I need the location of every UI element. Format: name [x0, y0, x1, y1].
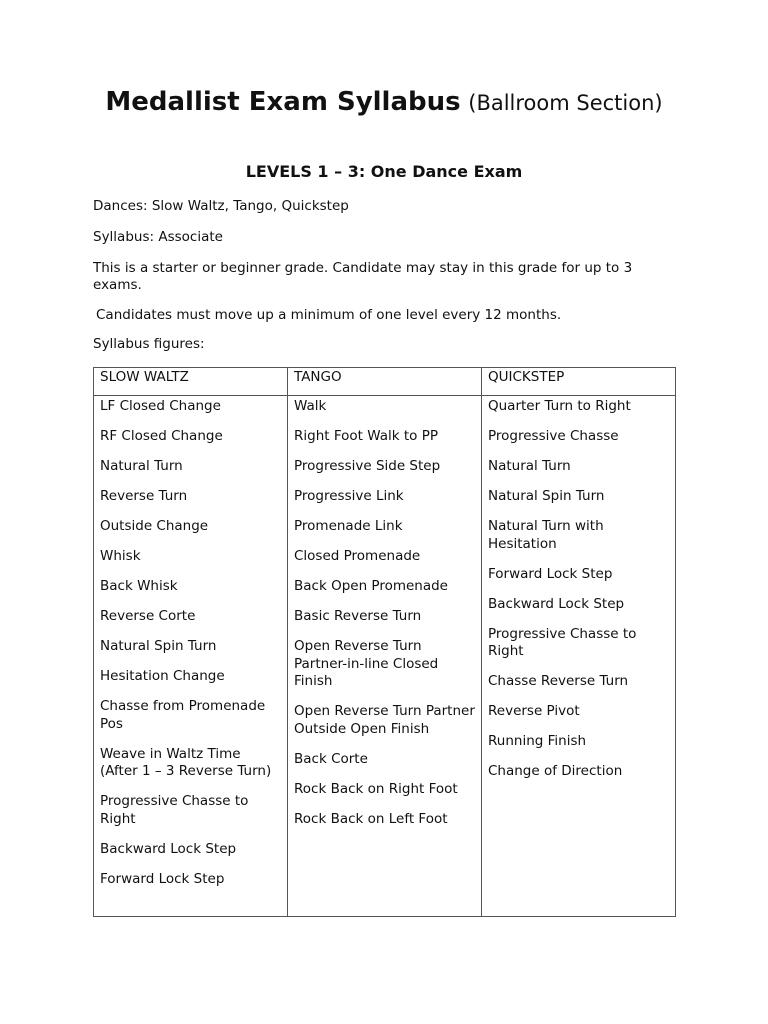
title-sub: (Ballroom Section) [468, 91, 663, 115]
table-header-row [94, 368, 676, 396]
figure-item: Progressive Link [294, 488, 404, 504]
figure-item: Progressive Chasse to Right [488, 625, 637, 659]
level-heading: LEVELS 1 – 3: One Dance Exam [245, 162, 523, 181]
title-main: Medallist Exam Syllabus [105, 87, 461, 117]
header-tango: TANGO [288, 368, 482, 396]
figure-item: Whisk [100, 548, 141, 564]
figures-label: Syllabus figures: [93, 336, 205, 352]
figure-item: LF Closed Change [100, 398, 221, 414]
dances-line: Dances: Slow Waltz, Tango, Quickstep [93, 198, 349, 214]
figure-item: Closed Promenade [294, 548, 421, 564]
figure-item: Basic Reverse Turn [294, 608, 422, 624]
quickstep-column [482, 396, 676, 917]
figure-item: Progressive Side Step [294, 458, 441, 474]
figure-item: Back Whisk [100, 578, 178, 594]
figure-item: Open Reverse Turn Partner-in-line Closed Finish [294, 638, 439, 689]
figure-item: Reverse Corte [100, 608, 196, 624]
figure-item: Chasse from Promenade Pos [100, 698, 266, 732]
figure-item: Forward Lock Step [488, 565, 613, 582]
slow-waltz-column [94, 396, 288, 917]
figure-item: Progressive Chasse to Right [100, 793, 249, 827]
move-up-note: Candidates must move up a minimum of one level every 12 months. [96, 307, 562, 323]
figure-item: Quarter Turn to Right [488, 398, 631, 414]
syllabus-figures-table [93, 367, 676, 917]
figure-item: Backward Lock Step [100, 840, 237, 857]
tango-column [288, 396, 482, 917]
figure-item: Back Open Promenade [294, 578, 448, 594]
starter-note: This is a starter or beginner grade. Candidate may stay in this grade for up to 3 exams. [93, 260, 633, 293]
figure-item: Open Reverse Turn Partner Outside Open Finish [294, 703, 475, 737]
figure-item: Right Foot Walk to PP [294, 428, 438, 444]
figure-item: Chasse Reverse Turn [488, 673, 629, 689]
figure-item: Walk [294, 398, 327, 414]
document-title [0, 86, 768, 119]
figure-item: Back Corte [294, 750, 368, 767]
figure-item: Progressive Chasse [488, 428, 619, 444]
figure-item: Hesitation Change [100, 668, 225, 684]
syllabus-line: Syllabus: Associate [93, 229, 223, 245]
figure-item: Rock Back on Left Foot [294, 810, 448, 827]
figure-item: Natural Spin Turn [488, 488, 605, 504]
figure-item: Reverse Turn [100, 488, 188, 504]
figure-item: Promenade Link [294, 518, 403, 534]
figure-item: Weave in Waltz Time (After 1 – 3 Reverse Turn) [100, 745, 272, 779]
figure-item: Natural Turn [488, 458, 571, 474]
figure-item: Forward Lock Step [100, 870, 225, 887]
figure-item: RF Closed Change [100, 428, 223, 444]
figure-item: Natural Spin Turn [100, 638, 217, 654]
figure-item: Natural Turn [100, 458, 183, 474]
figure-item: Rock Back on Right Foot [294, 780, 458, 797]
figure-item: Change of Direction [488, 763, 623, 779]
figure-item: Backward Lock Step [488, 595, 625, 612]
header-quickstep: QUICKSTEP [482, 368, 676, 396]
table-row [94, 396, 676, 917]
figure-item: Reverse Pivot [488, 703, 580, 719]
header-slow-waltz: SLOW WALTZ [94, 368, 288, 396]
figure-item: Natural Turn with Hesitation [488, 518, 604, 552]
figure-item: Outside Change [100, 518, 209, 534]
figure-item: Running Finish [488, 733, 587, 749]
